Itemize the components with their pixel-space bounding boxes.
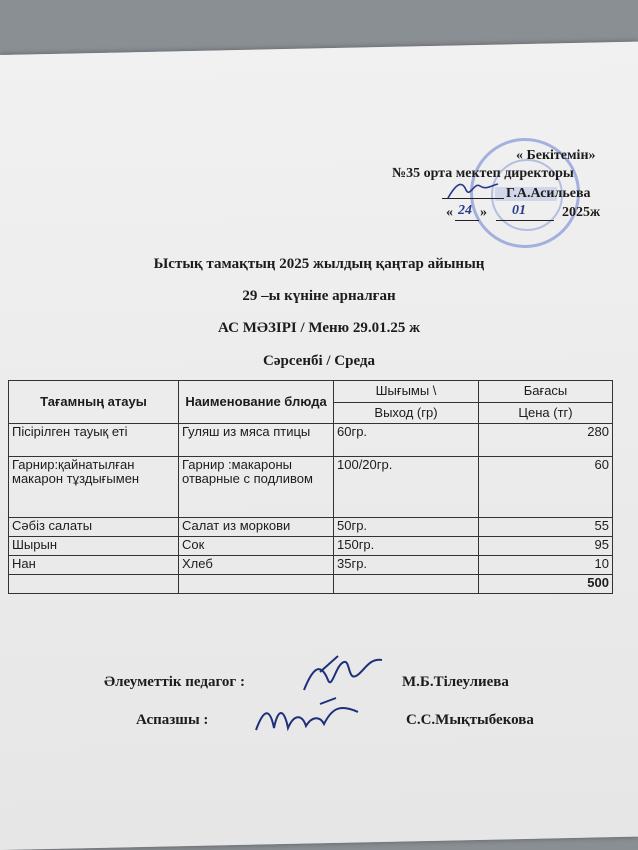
cell-output: 35гр. (334, 556, 479, 575)
date-close-quote: » (480, 205, 487, 220)
social-pedagogue-role: Әлеуметтік педагог : (104, 674, 245, 690)
date-year: 2025ж (562, 205, 601, 220)
date-day-line (455, 220, 479, 221)
date-month: 01 (512, 203, 526, 218)
table-row (9, 424, 613, 457)
header-name-kz: Тағамның атауы (9, 381, 179, 424)
cook-signature (250, 694, 370, 744)
date-month-line (496, 220, 554, 221)
header-price: Бағасы (479, 381, 613, 403)
cell-output: 50гр. (334, 518, 479, 537)
cell-output: 60гр. (334, 424, 479, 457)
table-total-row (9, 575, 613, 594)
cell-ru: Салат из моркови (179, 518, 334, 537)
cell-ru: Сок (179, 537, 334, 556)
cook-name: С.С.Мықтыбекова (406, 712, 534, 728)
cell-price: 280 (479, 424, 613, 457)
approval-heading: « Бекітемін» (516, 148, 596, 163)
social-pedagogue-signature (298, 650, 388, 700)
table-row (9, 457, 613, 518)
director-signature (444, 176, 502, 202)
total-price: 500 (479, 575, 613, 594)
cell-output: 150гр. (334, 537, 479, 556)
table-row (9, 518, 613, 537)
cell-empty (9, 575, 179, 594)
cell-ru: Гарнир :макароны отварные с подливом (179, 457, 334, 518)
header-name-ru: Наименование блюда (179, 381, 334, 424)
title-weekday: Сәрсенбі / Среда (262, 353, 376, 369)
cell-kz: Пісірілген тауық еті (9, 424, 179, 457)
header-output-sub: Выход (гр) (334, 402, 479, 424)
table-row (9, 556, 613, 575)
cell-price: 55 (479, 518, 613, 537)
cell-kz: Шырын (9, 537, 179, 556)
director-name: Г.А.Асильева (506, 186, 591, 201)
approval-position: №35 орта мектеп директоры (392, 166, 574, 181)
date-open-quote: « (446, 205, 453, 220)
cell-ru: Хлеб (179, 556, 334, 575)
title-line-1: Ыстық тамақтың 2025 жылдың қаңтар айының (153, 256, 485, 272)
cell-kz: Нан (9, 556, 179, 575)
cell-price: 60 (479, 457, 613, 518)
cell-ru: Гуляш из мяса птицы (179, 424, 334, 457)
header-output: Шығымы \ (334, 381, 479, 403)
social-pedagogue-name: М.Б.Тілеулиева (402, 674, 509, 690)
cell-price: 10 (479, 556, 613, 575)
cell-kz: Гарнир:қайнатылған макарон тұздығымен (9, 457, 179, 518)
cell-empty (179, 575, 334, 594)
cell-output: 100/20гр. (334, 457, 479, 518)
title-line-2: 29 –ы күніне арналған (242, 288, 396, 304)
date-day: 24 (458, 203, 472, 218)
cell-kz: Сәбіз салаты (9, 518, 179, 537)
cook-role: Аспазшы : (136, 712, 209, 728)
cell-empty (334, 575, 479, 594)
table-row (9, 537, 613, 556)
table-header-row (9, 381, 613, 403)
header-price-sub: Цена (тг) (479, 402, 613, 424)
title-menu-date: АС МӘЗІРІ / Меню 29.01.25 ж (218, 320, 420, 336)
menu-table (8, 380, 613, 594)
cell-price: 95 (479, 537, 613, 556)
